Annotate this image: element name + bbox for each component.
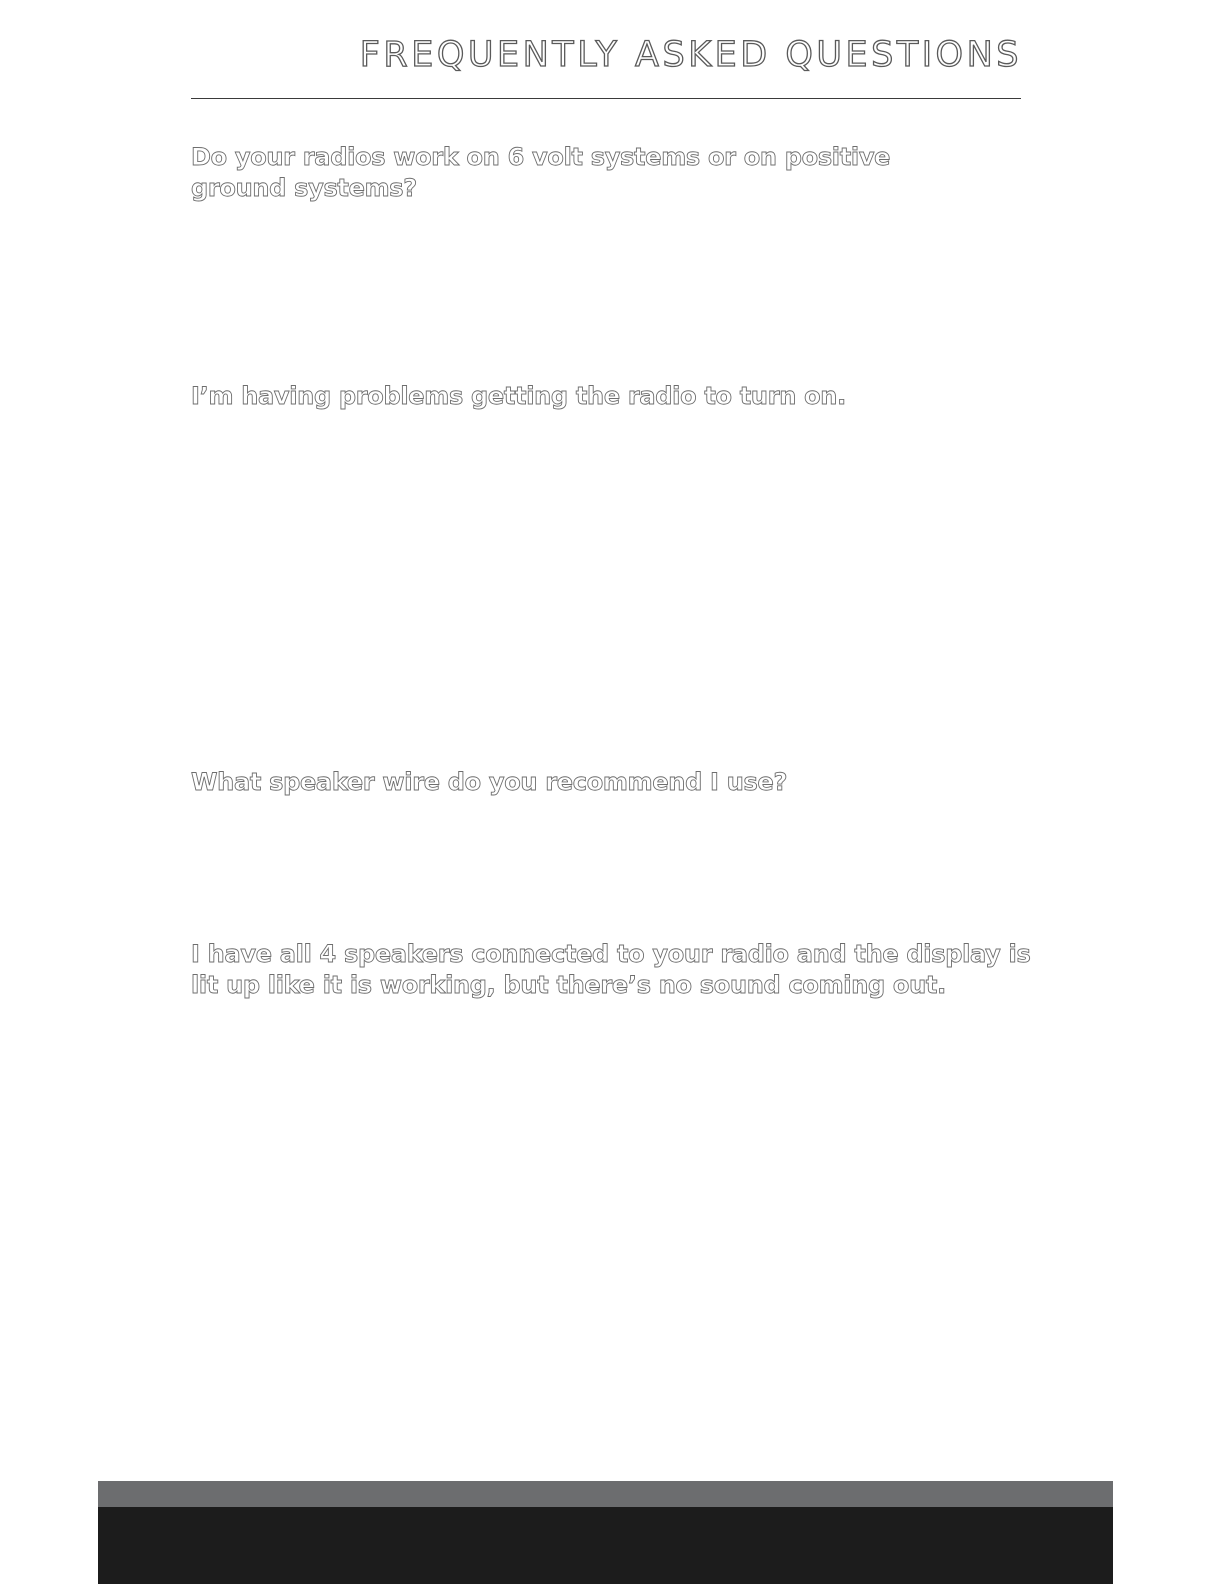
faq-question-4: I have all 4 speakers connected to your radio and the display is lit up like it is working, but there’s no sound coming out. (191, 940, 1031, 999)
footer-gray-strip (98, 1481, 1113, 1507)
footer-band (98, 1481, 1113, 1584)
footer-dark-strip (98, 1507, 1113, 1584)
page-title: FREQUENTLY ASKED QUESTIONS (359, 35, 1022, 75)
faq-question-1: Do your radios work on 6 volt systems or on positive ground systems? (191, 143, 891, 202)
faq-question-2: I’m having problems getting the radio to turn on. (191, 382, 846, 410)
faq-question-3: What speaker wire do you recommend I use? (191, 768, 788, 796)
title-divider (191, 98, 1021, 99)
